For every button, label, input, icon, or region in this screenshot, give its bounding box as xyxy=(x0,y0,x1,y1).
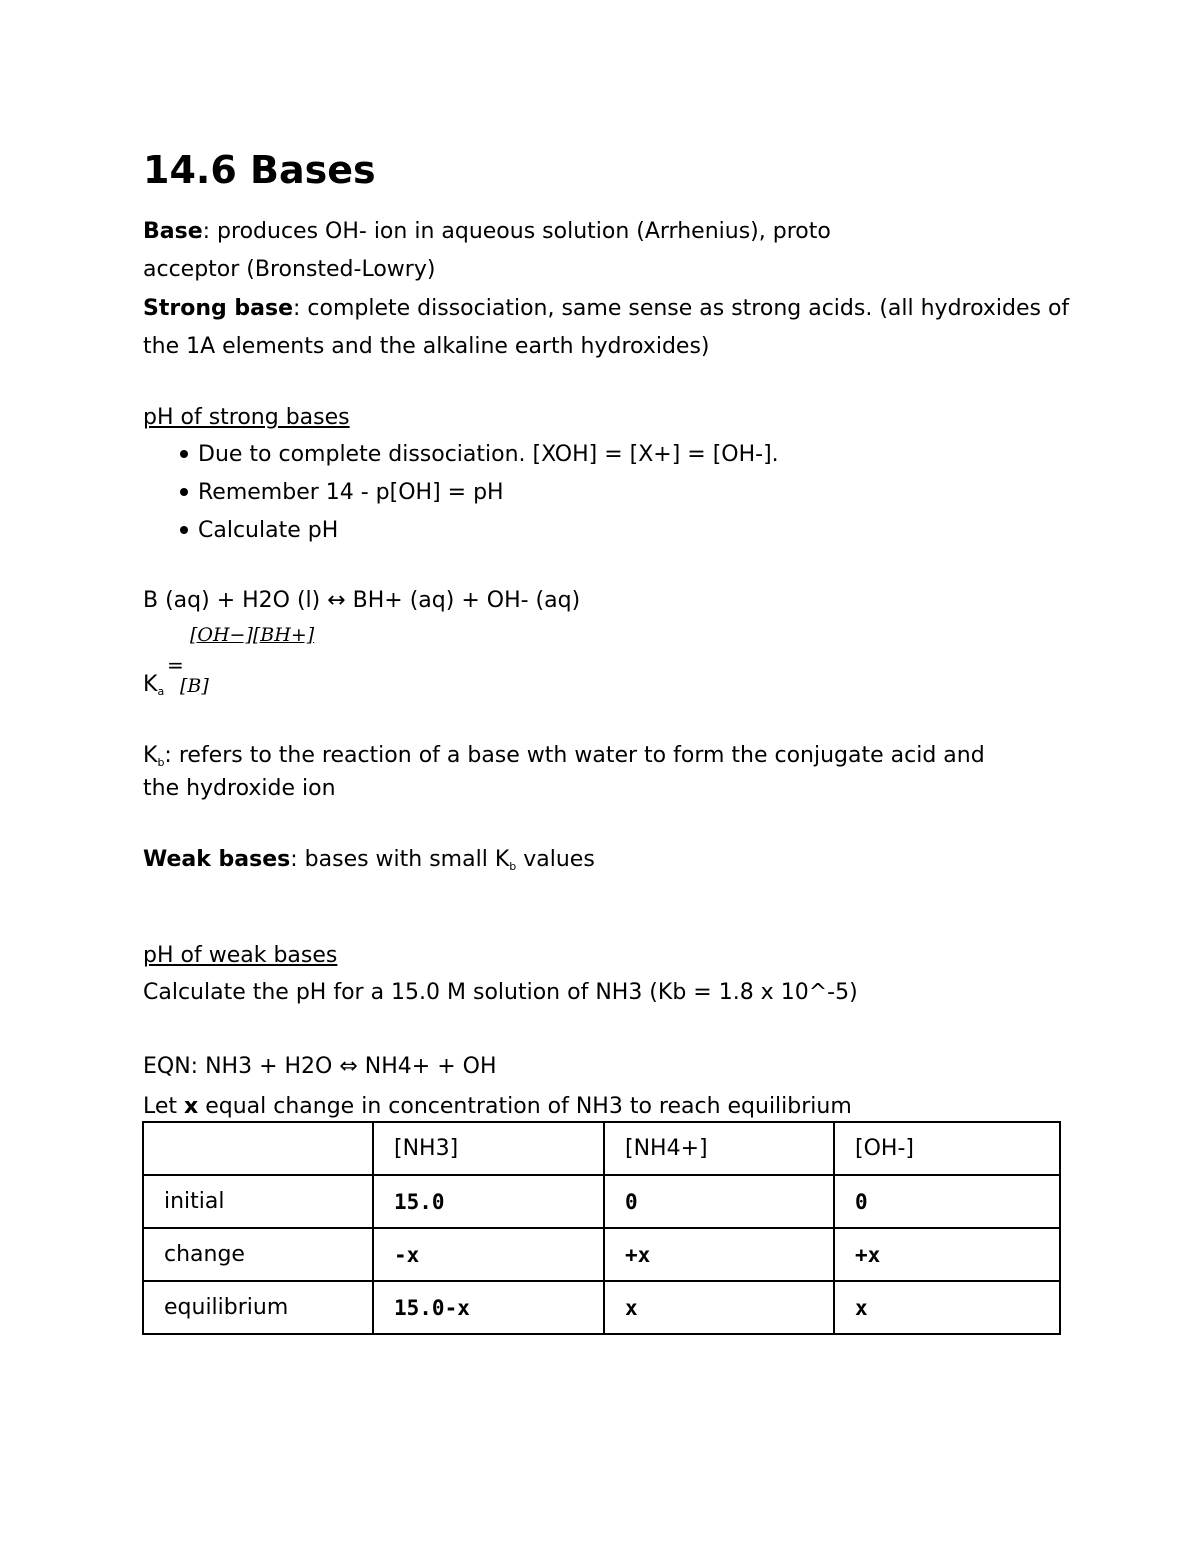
table-cell: 0 xyxy=(604,1175,834,1228)
x-variable: x xyxy=(184,1094,199,1119)
kb-text-1: : refers to the reaction of a base wth water to form the conjugate acid and xyxy=(164,743,985,768)
weak-bases-subscript: b xyxy=(509,860,517,873)
ph-strong-heading: pH of strong bases xyxy=(143,405,350,430)
table-row xyxy=(143,1281,1060,1334)
row-label: change xyxy=(143,1228,373,1281)
ph-weak-heading: pH of weak bases xyxy=(143,943,338,968)
table-cell: 0 xyxy=(834,1175,1060,1228)
table-cell: -x xyxy=(373,1228,604,1281)
kb-symbol xyxy=(143,672,164,698)
strong-base-text-1: : complete dissociation, same sense as strong acids. (all hydroxides of xyxy=(293,296,1070,321)
weak-bases-text-post: values xyxy=(516,847,595,872)
table-cell: +x xyxy=(834,1228,1060,1281)
table-row xyxy=(143,1175,1060,1228)
ice-table xyxy=(142,1121,1061,1335)
row-label: equilibrium xyxy=(143,1281,373,1334)
strong-base-term: Strong base xyxy=(143,296,294,321)
table-header-row xyxy=(143,1122,1060,1175)
kb-letter: K xyxy=(143,743,158,768)
weak-bases-text: : bases with small K xyxy=(290,847,510,872)
let-x-text: equal change in concentration of NH3 to reach equilibrium xyxy=(198,1094,852,1119)
table-cell: x xyxy=(834,1281,1060,1334)
bullet-item xyxy=(180,480,504,505)
k-subscript: a xyxy=(157,685,165,698)
let-text: Let xyxy=(143,1094,185,1119)
table-cell: 15.0 xyxy=(373,1175,604,1228)
strong-base-definition-line-2: the 1A elements and the alkaline earth hydroxides) xyxy=(143,334,710,359)
bullet-icon xyxy=(180,526,188,534)
table-cell: 15.0-x xyxy=(373,1281,604,1334)
kb-definition-line-2: the hydroxide ion xyxy=(143,776,336,801)
bullet-item xyxy=(180,518,338,543)
base-definition-line-2: acceptor (Bronsted-Lowry) xyxy=(143,257,436,282)
base-equation: B (aq) + H2O (l) ↔ BH+ (aq) + OH- (aq) xyxy=(143,588,581,613)
kb-denominator: [B] xyxy=(180,675,209,697)
strong-base-definition-line-1 xyxy=(143,296,1069,321)
kb-numerator: [OH−][BH+] xyxy=(190,624,315,646)
bullet-icon xyxy=(180,450,188,458)
table-row xyxy=(143,1228,1060,1281)
header-cell: [OH-] xyxy=(834,1122,1060,1175)
kb-definition-line-1 xyxy=(143,743,985,769)
bullet-icon xyxy=(180,488,188,496)
header-cell: [NH3] xyxy=(373,1122,604,1175)
row-label: initial xyxy=(143,1175,373,1228)
kb-subscript: b xyxy=(157,756,165,769)
table-cell: x xyxy=(604,1281,834,1334)
eqn-line: EQN: NH3 + H2O ⇔ NH4+ + OH xyxy=(143,1054,497,1079)
ph-weak-problem: Calculate the pH for a 15.0 M solution of NH3 (Kb = 1.8 x 10^-5) xyxy=(143,980,858,1005)
page-title: 14.6 Bases xyxy=(143,148,376,192)
base-term: Base xyxy=(143,219,203,244)
kb-equals: = xyxy=(167,653,184,677)
bullet-text: Remember 14 - p[OH] = pH xyxy=(198,480,504,505)
table-cell: +x xyxy=(604,1228,834,1281)
base-definition-line-1 xyxy=(143,219,831,244)
weak-bases-definition xyxy=(143,847,595,873)
k-letter: K xyxy=(143,672,158,697)
bullet-text: Due to complete dissociation. [XOH] = [X+] = [OH-]. xyxy=(198,442,779,467)
weak-bases-term: Weak bases xyxy=(143,847,291,872)
bullet-item xyxy=(180,442,779,467)
let-x-line xyxy=(143,1094,852,1119)
bullet-text: Calculate pH xyxy=(198,518,339,543)
header-cell: [NH4+] xyxy=(604,1122,834,1175)
header-cell xyxy=(143,1122,373,1175)
base-text-1: : produces OH- ion in aqueous solution (Arrhenius), proto xyxy=(202,219,831,244)
